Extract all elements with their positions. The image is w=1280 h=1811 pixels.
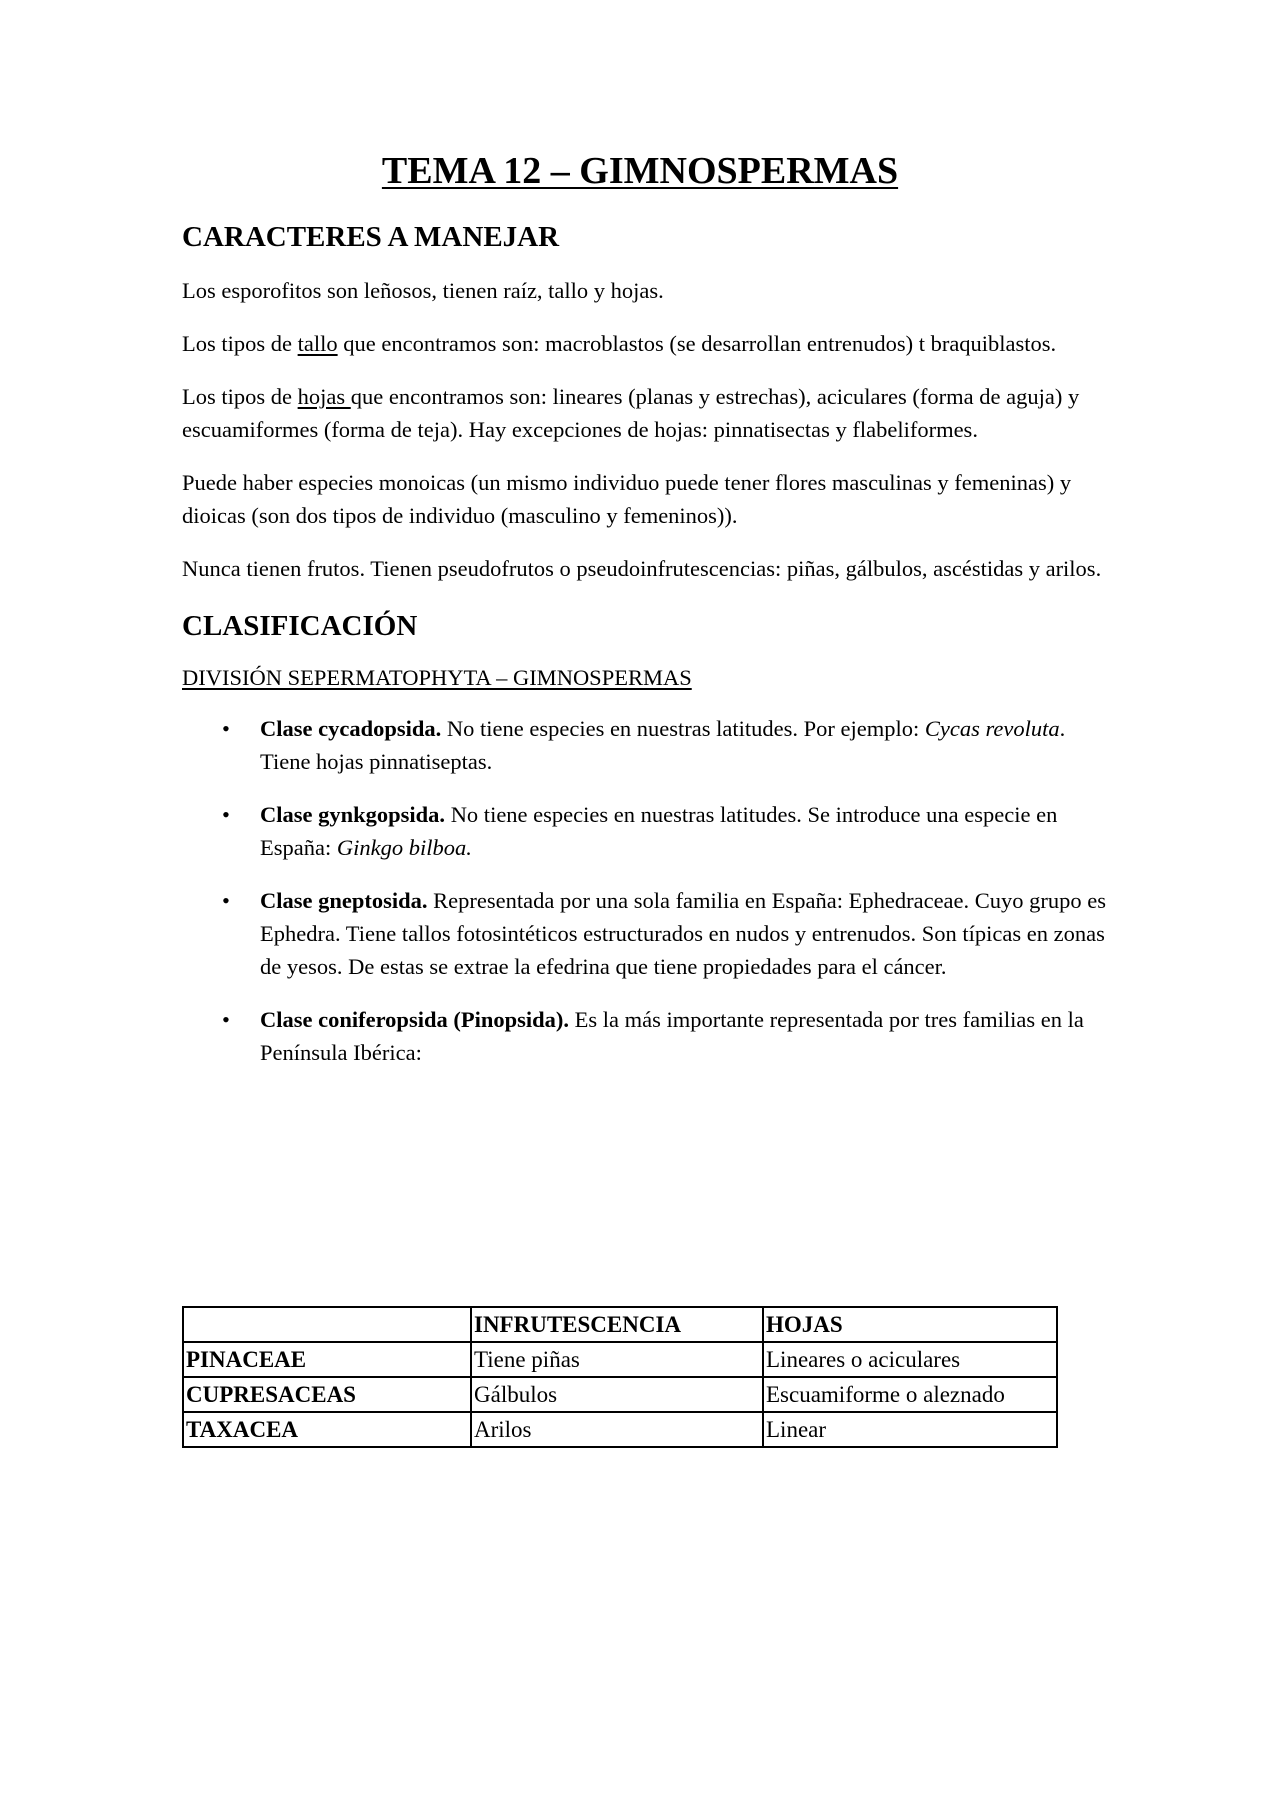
table-cell-family: TAXACEA [183,1412,471,1447]
paragraph-tallo: Los tipos de tallo que encontramos son: macroblastos (se desarrollan entrenudos) t braquiblastos. [182,331,1057,356]
list-item: • Clase gynkgopsida. No tiene especies en nuestras latitudes. Se introduce una especie en España: Ginkgo bilboa. [182,798,1112,864]
table-cell: Arilos [471,1412,763,1447]
page-title: TEMA 12 – GIMNOSPERMAS [381,150,899,192]
paragraph-esporofitos: Los esporofitos son leñosos, tienen raíz, tallo y hojas. [182,278,664,303]
families-table [182,1306,1058,1448]
list-item: • Clase coniferopsida (Pinopsida). Es la más importante representada por tres familias en la Península Ibérica: [182,1003,1112,1069]
table-cell: Linear [763,1412,1057,1447]
list-item: • Clase cycadopsida. No tiene especies en nuestras latitudes. Por ejemplo: Cycas revoluta. Tiene hojas pinnatiseptas. [182,712,1112,778]
subheading-division: DIVISIÓN SEPERMATOPHYTA – GIMNOSPERMAS [182,665,692,690]
section-heading-clasificacion: CLASIFICACIÓN [182,610,418,642]
list-item: • Clase gneptosida. Representada por una sola familia en España: Ephedraceae. Cuyo grupo es Ephedra. Tiene tallos fotosintéticos estructurados en nudos y entrenudos. Son típicas en zonas de yesos. De estas se extrae la efedrina que tiene propiedades para el cáncer. [182,884,1112,983]
class-list [182,712,1112,1069]
table-header-row [183,1307,1057,1342]
bullet-icon: • [222,888,230,913]
bullet-icon: • [222,1007,230,1032]
table-row [183,1412,1057,1447]
table-header-cell: INFRUTESCENCIA [471,1307,763,1342]
underlined-hojas: hojas [297,384,351,409]
table-header-cell: HOJAS [763,1307,1057,1342]
table-cell-family: PINACEAE [183,1342,471,1377]
table-cell: Gálbulos [471,1377,763,1412]
table-cell-family: CUPRESACEAS [183,1377,471,1412]
underlined-tallo: tallo [297,331,338,356]
table-row [183,1342,1057,1377]
paragraph-hojas: Los tipos de hojas que encontramos son: lineares (planas y estrechas), aciculares (forma de aguja) y escuamiformes (forma de teja). Hay excepciones de hojas: pinnatisectas y flabeliformes. [182,384,1080,442]
section-heading-caracteres: CARACTERES A MANEJAR [182,221,560,253]
table-header-cell [183,1307,471,1342]
paragraph-monoicas: Puede haber especies monoicas (un mismo individuo puede tener flores masculinas y femeninas) y dioicas (son dos tipos de individuo (masculino y femeninos)). [182,470,1072,528]
table-cell: Lineares o aciculares [763,1342,1057,1377]
table-row [183,1377,1057,1412]
bullet-icon: • [222,716,230,741]
bullet-icon: • [222,802,230,827]
document-body [182,220,1112,1069]
table-cell: Escuamiforme o aleznado [763,1377,1057,1412]
paragraph-frutos: Nunca tienen frutos. Tienen pseudofrutos o pseudoinfrutescencias: piñas, gálbulos, ascéstidas y arilos. [182,556,1102,581]
table-cell: Tiene piñas [471,1342,763,1377]
